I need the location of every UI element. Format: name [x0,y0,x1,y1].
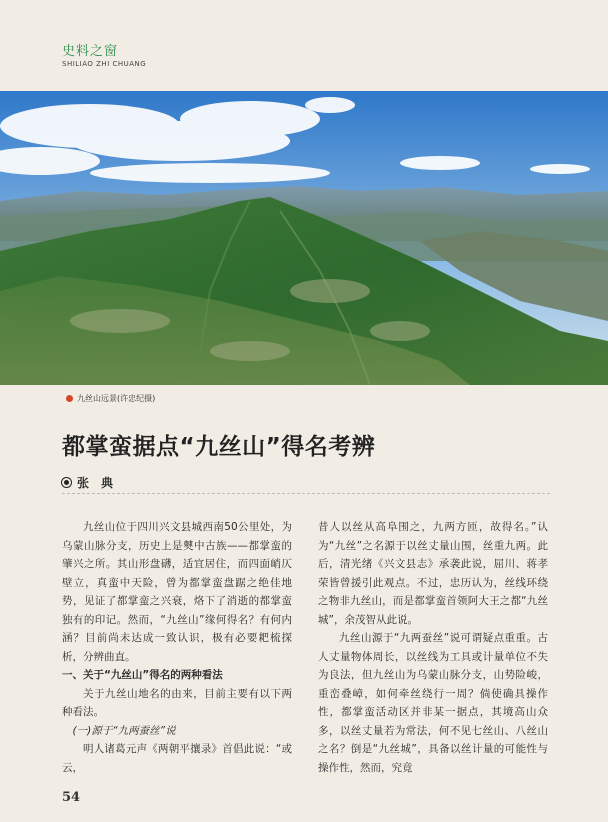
column-name-cn: 史料之窗 [62,44,119,59]
analysis-paragraph: 九丝山源于“九两蚕丝”说可谓疑点重重。古人丈量物体周长，以丝线为工具或计量单位不失为良法，但九丝山为乌蒙山脉分支，山势险峻，重峦叠嶂，如何牵丝绕行一周？倘使确具操作性，都掌蛮活动区并非某一据点，其境高山众多，以丝丈量若为常法，何不见七丝山、八丝山之名？倒是“九丝城”，具备以丝计量的可能性与操作性，然而，究竟 [318,632,548,774]
section-paragraph: 关于九丝山地名的由来，目前主要有以下两种看法。 [62,687,292,718]
section-heading: 一、关于“九丝山”得名的两种看法 [62,669,223,681]
caption-text: 九丝山远景(许忠纪摄) [77,394,156,403]
left-column [62,518,292,777]
mountain-photo [0,91,608,385]
intro-paragraph: 九丝山位于四川兴文县城西南50公里处，为乌蒙山脉分支，历史上是僰中古族——都掌蛮的肇兴之所。其山形盘礴，适宜居住，而四面峭仄壁立，真蛮中天险，曾为都掌蛮盘踞之绝佳地势，见证了都掌蛮之兴衰，烙下了消逝的都掌蛮独有的印记。然而，“九丝山”缘何得名？有何内涵？目前尚未达成一致认识，极有必要耙梳探析，分辨曲直。 [62,521,292,663]
continuation-paragraph: 昔人以丝从高阜围之，九两方匝，故得名。”认为“九丝”之名源于以丝丈量山围，丝重九两。此后，清光绪《兴文县志》承袭此说，屈川、蒋孝荣皆曾援引此观点。不过，忠历认为，丝线环绕之物非九丝山，而是都掌蛮首领阿大王之都“九丝城”，余茂智从此说。 [318,521,548,626]
photo-caption [66,393,155,404]
article-author [62,474,113,491]
divider [62,493,550,494]
page-number: 54 [62,790,81,805]
column-name-en: SHILIAO ZHI CHUANG [62,60,147,68]
subsection-heading: (一)源于“九两蚕丝”说 [72,724,176,737]
author-name: 张 典 [77,476,114,490]
author-bullet-icon [62,478,71,487]
right-column [318,518,548,777]
article-title: 都掌蛮据点“九丝山”得名考辨 [62,434,376,460]
column-header [62,40,146,68]
subsection-paragraph: 明人诸葛元声《两朝平攘录》首倡此说：“或云， [62,743,292,774]
mountain-landscape-illustration [0,91,608,385]
caption-dot-icon [66,395,73,402]
